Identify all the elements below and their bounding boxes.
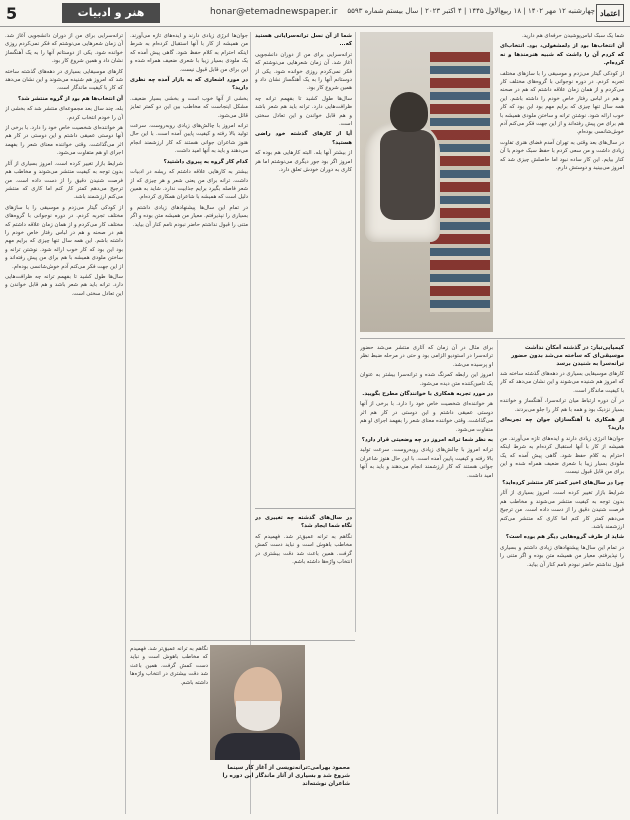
issue-date-line: چهارشنبه ۱۲ مهر ۱۴۰۲ | ۱۸ ربیع‌الاول ۱۴۴۵ | ۴ اکتبر ۲۰۲۳ | سال بیستم شماره ۵۵۹۳ <box>347 7 595 15</box>
paragraph: کارهای موسیقایی بسیاری در دهه‌های گذشته ساخته شد که امروز هم شنیده می‌شوند و این نشان می‌دهد که کار با کیفیت ماندگار است. <box>5 68 123 92</box>
question: در سال‌های گذشته چه تغییری در نگاه شما ایجاد شد؟ <box>255 515 352 530</box>
paragraph: برای مثال در آن زمان که آثاری منتشر می‌شد حضور ترانه‌سرا در استودیو الزامی بود و حتی در مرحله ضبط نظر او پرسیده می‌شد. <box>360 345 493 368</box>
article-column-2 <box>500 344 624 814</box>
answer: هر خواننده‌ای شخصیت خاص خود را دارد. با برخی از آنها دوستی عمیقی داشتم و این دوستی در کار هم اثر می‌گذاشت. وقتی خواننده معنای شعر را بفهمد اجرای او هم متفاوت می‌شود. <box>360 401 493 433</box>
question: در مورد اشعاری که به بازار آمده چه نظری دارید؟ <box>130 77 248 92</box>
answer: ترانه امروز با چالش‌های زیادی روبه‌روست. سرعت تولید بالا رفته و کیفیت پایین آمده است. با این حال هنوز شاعران جوانی هستند که کار ارزشمند انجام می‌دهند و باید به آنها امید داشت. <box>360 447 493 479</box>
paragraph: امروز این رابطه کمرنگ شده و ترانه‌سرا بیشتر به عنوان یک تامین‌کننده متن دیده می‌شود. <box>360 372 493 387</box>
article-column-3 <box>360 344 493 814</box>
answer: از کودکی گیتار می‌زدم و موسیقی را با سازهای مختلف تجربه کردم. در دوره نوجوانی با گروه‌های مختلف کار می‌کردم و از همان زمان علاقه داشتم که هم در صحنه و هم در لباس رفتار خاص خودم را داشته باشم. این همه سال تنها چیزی که برایم مهم بود این بود که کار خوب ارائه شود. نوشتن ترانه و ساختن ملودی همیشه با هم برای من پیش رفته‌اند و از این جهت فکر می‌کنم آدم خوش‌شانسی بوده‌ام. <box>500 70 624 136</box>
paragraph: کارهای موسیقایی بسیاری در دهه‌های گذشته ساخته شد که امروز هم شنیده می‌شوند و این نشان می‌دهد که کار با کیفیت ماندگار است. <box>500 371 624 394</box>
question: آیا از کارهای گذشته خود راضی هستید؟ <box>255 131 352 146</box>
paragraph: در تمام این سال‌ها پیشنهادهای زیادی داشتم و بسیاری را نپذیرفتم. معیار من همیشه متن بوده و اگر متنی را قبول نداشتم حاضر نبودم نامم کنار آن بیاید. <box>130 204 248 228</box>
beard-graphic <box>236 701 280 731</box>
answer: بیشتر به کارهایی علاقه داشتم که ریشه در ادبیات داشت. ترانه برای من یعنی شعر و هر چیزی که از شعر فاصله بگیرد برایم جذابیت ندارد. شاید به همین دلیل است که همیشه با شاعران همکاری کرده‌ام. <box>130 169 248 201</box>
intro-line: شما یک سبک لباس‌پوشیدن حرفه‌ای هم دارید. <box>521 33 624 39</box>
article-column-1 <box>500 32 624 338</box>
article-column-7 <box>5 32 123 814</box>
question: چرا در سال‌های اخیر کمتر کار منتشر کرده‌اید؟ <box>502 479 624 486</box>
answer: بله، چند سال بعد مجموعه‌ای منتشر شد که بخشی از آن را خودم انتخاب کردم. <box>5 106 123 121</box>
paragraph: ترانه‌سرایی برای من از دوران دانشجویی آغاز شد. آن زمان شعرهایی می‌نوشتم که فکر نمی‌کردم روزی خوانده شود. یکی از دوستانم آنها را به یک آهنگساز نشان داد و همین شروع کار بود. <box>5 33 123 65</box>
interviewee-portrait <box>210 645 305 760</box>
paragraph: جوان‌ها انرژی زیادی دارند و ایده‌های تازه می‌آورند. من همیشه از کار با آنها استقبال کرده‌ام به شرط اینکه احترام به کلام حفظ شود. گاهی پیش آمده که یک ملودی بسیار زیبا با شعری ضعیف همراه شده و این برای من قابل قبول نیست. <box>130 33 248 73</box>
paragraph: سال‌ها طول کشید تا بفهمم ترانه چه ظرافت‌هایی دارد. ترانه باید هم شعر باشد و هم قابل خواندن و این تعادل سختی است. <box>255 95 352 128</box>
section-divider <box>255 508 355 509</box>
section-email[interactable]: honar@etemadnewspaper.ir <box>210 7 338 17</box>
page-number: 5 <box>6 4 18 23</box>
paragraph: ترانه‌سرایی برای من از دوران دانشجویی آغاز شد. آن زمان شعرهایی می‌نوشتم که فکر نمی‌کردم روزی خوانده شود. یکی از دوستانم آنها را به یک آهنگساز نشان داد و همین شروع کار بود. <box>255 51 352 92</box>
paragraph: سال‌ها طول کشید تا بفهمم ترانه چه ظرافت‌هایی دارد. ترانه باید هم شعر باشد و هم قابل خواندن و این تعادل سختی است. <box>5 273 123 297</box>
answer: از بیشتر آنها بله. البته کارهایی هم بوده که امروز اگر بود جور دیگری می‌نوشتم اما هر کاری به دوران خودش تعلق دارد. <box>255 150 352 174</box>
interviewee-photo <box>360 32 493 332</box>
answer: شرایط بازار تغییر کرده است. امروز بسیاری از آثار بدون توجه به کیفیت منتشر می‌شوند و مخاطب هم فرصت شنیدن دقیق را از دست داده است. من ترجیح می‌دهم کمتر کار کنم اما کاری که منتشر می‌کنم ارزشمند باشد. <box>500 490 624 530</box>
answer: در تمام این سال‌ها پیشنهادهای زیادی داشتم و بسیاری را نپذیرفتم. معیار من همیشه متن بوده و اگر متنی را قبول نداشتم حاضر نبودم نامم کنار آن بیاید. <box>500 544 624 568</box>
person-head-graphic <box>390 92 428 132</box>
answer: نگاهم به ترانه عمیق‌تر شد. فهمیدم که مخاطب باهوش است و نباید دست کمش گرفت. همین باعث شد دقت بیشتری در انتخاب واژه‌ها داشته باشم. <box>255 533 352 566</box>
paragraph: نگاهم به ترانه عمیق‌تر شد. فهمیدم که مخاطب باهوش است و نباید دست کمش گرفت. همین باعث شد دقت بیشتری در انتخاب واژه‌ها داشته باشم. <box>130 646 208 686</box>
article-column-4 <box>255 32 352 506</box>
question: آن انتخاب‌ها بود از دلمشغولی، بود. انتخاب‌ای که کردم آن را داشت که شبیه هنرمندها و نه کرده‌ام. <box>500 43 624 67</box>
question: در مورد تجربه همکاری با خوانندگان مطرح بگویید. <box>362 391 493 398</box>
answer: بخشی از آنها خوب است و بخشی بسیار ضعیف. مشکل اینجاست که مخاطب بین این دو کمتر تمایز قائل می‌شود. <box>130 95 248 119</box>
answer: در سال‌های بعد وقتی به تهران آمدم فضای هنری تفاوت زیادی داشت و من سعی کردم با حفظ سبک خودم با آن کنار بیایم. این کار ساده نبود اما حاصلش چیزی شد که امروز می‌بینید و دوستش دارم. <box>500 139 624 172</box>
person-body-graphic <box>380 130 435 220</box>
column-divider <box>497 340 498 814</box>
question: شاید از طرف گروه‌هایی دیگر هم بوده است؟ <box>505 534 624 541</box>
article-column-8 <box>130 645 208 815</box>
column-divider <box>125 32 126 814</box>
answer: جوان‌ها انرژی زیادی دارند و ایده‌های تازه می‌آورند. من همیشه از کار با آنها استقبال کرده‌ام به شرط اینکه احترام به کلام حفظ شود. گاهی پیش آمده که یک ملودی بسیار زیبا با شعری ضعیف همراه شده و این برای من قابل قبول نیست. <box>500 435 624 476</box>
paragraph: از کودکی گیتار می‌زدم و موسیقی را با سازهای مختلف تجربه کردم. در دوره نوجوانی با گروه‌های مختلف کار می‌کردم و از همان زمان علاقه داشتم که هم در صحنه و هم در لباس رفتار خاص خودم را داشته باشم. این همه سال تنها چیزی که برایم مهم بود این بود که کار خوب ارائه شود. نوشتن ترانه و ساختن ملودی همیشه با هم برای من پیش رفته‌اند و از این جهت فکر می‌کنم آدم خوش‌شانسی بوده‌ام. <box>5 204 123 270</box>
portrait-caption: محمود بهرامی:ترانه‌نویسی از آغاز کار سینما شروع شد و بسیاری از آثار ماندگار این دوره را شاعران نوشته‌اند <box>222 765 350 787</box>
question: شما از آن نسل ترانه‌سرایانی هستید که... <box>255 33 352 48</box>
column-divider <box>355 32 356 632</box>
paragraph: ترانه امروز با چالش‌های زیادی روبه‌روست. سرعت تولید بالا رفته و کیفیت پایین آمده است. با این حال هنوز شاعران جوانی هستند که کار ارزشمند انجام می‌دهند و باید به آنها امید داشت. <box>130 123 248 155</box>
question: آن انتخاب‌ها هم بود از گروه منتشر شد؟ <box>18 95 123 102</box>
page-header <box>0 0 630 27</box>
shirt-graphic <box>215 733 300 760</box>
paragraph: در آن دوره ارتباط میان ترانه‌سرا، آهنگساز و خواننده بسیار نزدیک بود و همه با هم کار را جلو می‌بردند. <box>500 398 624 413</box>
article-column-6 <box>130 32 248 636</box>
section-divider <box>130 640 355 641</box>
section-divider <box>360 338 625 339</box>
article-column-5 <box>255 514 352 636</box>
question: از همکاری با آهنگسازان جوان چه تجربه‌ای دارید؟ <box>500 417 624 432</box>
question: کدام کار گروه به پیروی داشتید؟ <box>163 158 248 165</box>
photo-caption: کیمیایی‌‌تبار: در گذشته امکان نداشت موسیقی‌ای که ساخته می‌شد بدون حضور ترانه‌سرا به شنیدن برسد <box>511 345 624 367</box>
question: به نظر شما ترانه امروز در چه وضعیتی قرار دارد؟ <box>361 437 493 444</box>
newspaper-logo: اعتماد <box>596 4 624 22</box>
paragraph: شرایط بازار تغییر کرده است. امروز بسیاری از آثار بدون توجه به کیفیت منتشر می‌شوند و مخاطب هم فرصت شنیدن دقیق را از دست داده است. من ترجیح می‌دهم کمتر کار کنم اما کاری که منتشر می‌کنم ارزشمند باشد. <box>5 160 123 201</box>
section-title: هنر و ادبیات <box>62 3 160 23</box>
paragraph: هر خواننده‌ای شخصیت خاص خود را دارد. با برخی از آنها دوستی عمیقی داشتم و این دوستی در کار هم اثر می‌گذاشت. وقتی خواننده معنای شعر را بفهمد اجرای او هم متفاوت می‌شود. <box>5 125 123 157</box>
